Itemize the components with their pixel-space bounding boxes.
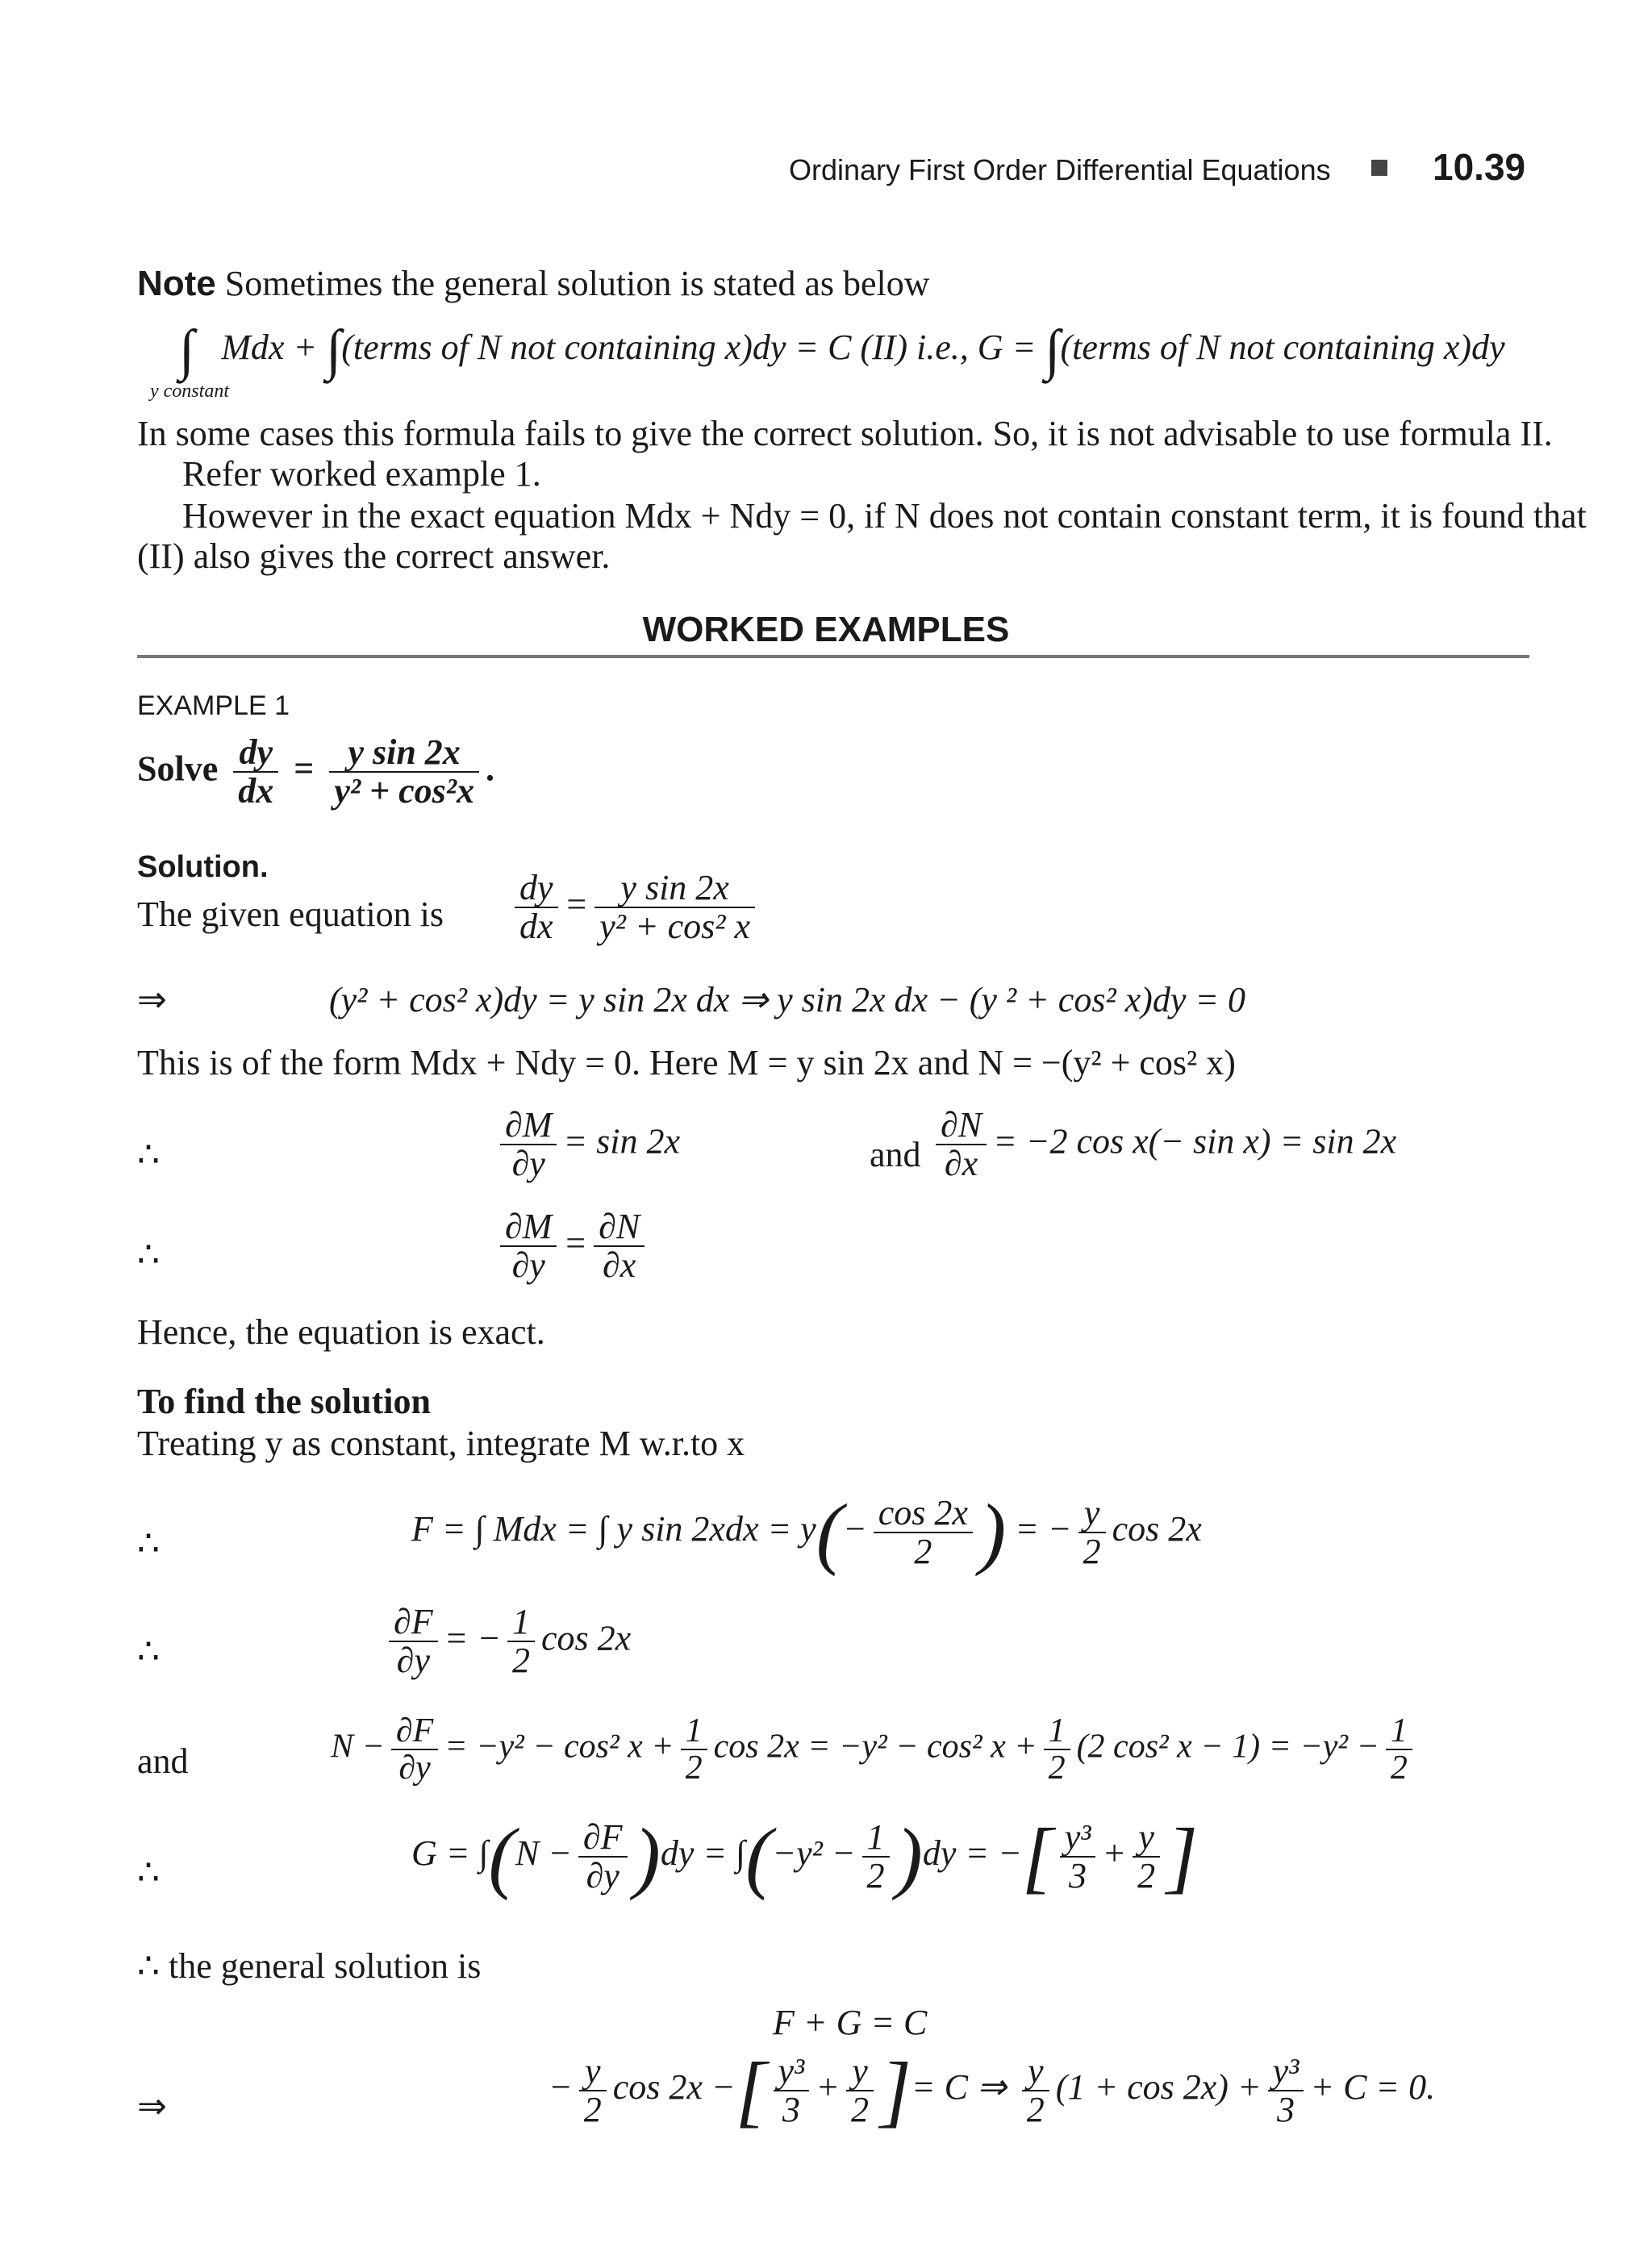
dN-dx: [929, 1107, 1396, 1182]
dy-eq: dy = ∫: [660, 1833, 746, 1874]
frac-num: ∂N: [936, 1107, 987, 1145]
frac-den: 2: [1026, 2090, 1045, 2129]
frac-den: ∂y: [398, 1749, 431, 1787]
implies-symbol: ⇒: [137, 980, 167, 1020]
final-end-1: (1 + cos 2x) +: [1055, 2067, 1262, 2108]
frac-den: ∂x: [603, 1245, 636, 1286]
frac-den: y² + cos² x: [599, 907, 751, 947]
example-equation: Solve $\frac{dy}{dx}$ = $\frac{\text{y sin 2x}}{\text{y² + cos²x}}$ .: [137, 732, 494, 811]
frac-den: ∂y: [511, 1245, 545, 1286]
frac-num: y³: [1060, 1819, 1096, 1858]
frac-num: ∂F: [389, 1603, 438, 1642]
minus-sign: −: [1047, 1509, 1072, 1549]
frac-den: 2: [1137, 1856, 1156, 1895]
frac-den: 2: [866, 1856, 885, 1895]
cos-term: cos 2x: [1112, 1509, 1202, 1549]
frac-num: 1: [681, 1713, 707, 1750]
frac-den: 3: [782, 2090, 800, 2129]
solution-label: Solution.: [137, 850, 269, 884]
minus-sign: −: [549, 2067, 573, 2108]
formula-part-2: (terms of N not containing x)dy = C (II) i.e., G =: [341, 327, 1045, 368]
frac-den: 3: [1069, 1856, 1087, 1895]
exact-condition: $\frac{\partial M}{\partial y}$ = $\frac{\partial N}{\partial x}$: [494, 1208, 651, 1284]
frac-num: ∂M: [500, 1107, 557, 1145]
F-plus-G: F + G = C: [773, 2003, 928, 2042]
solve-word: Solve: [137, 749, 219, 789]
G-equation: G = ∫(N − $\frac{\partial F}{\partial y}$ )dy = ∫(−y² − $\frac{1}{2}$ )dy = −[ $\frac{\text{y³}}{3}$ + $\frac{y}{2}$ ]: [411, 1812, 1199, 1901]
dN-value: = −2 cos x(− sin x) = sin 2x: [993, 1121, 1397, 1161]
frac-num: ∂N: [594, 1208, 645, 1247]
final-equation: − $\frac{y}{2}$ cos 2x −[ $\frac{\text{y³}}{3}$ + $\frac{y}{2}$ ]= C ⇒ $\frac{y}{2}$ (1 + cos 2x) + $\frac{\text{y³}}{3}$ + C = 0.: [549, 2045, 1436, 2135]
dF-dy-equation: [382, 1603, 631, 1679]
and-word: and: [870, 1135, 921, 1174]
frac-den: 2: [1083, 1532, 1101, 1571]
N-minus-equation: [331, 1713, 1419, 1786]
plus: +: [816, 2067, 840, 2108]
frac-den: ∂y: [511, 1144, 545, 1184]
frac-num: y: [1078, 1495, 1106, 1533]
frac-den: 2: [850, 2090, 869, 2129]
header-square-icon: [1371, 160, 1387, 176]
frac-num: y sin 2x: [329, 734, 479, 773]
therefore-symbol: ∴: [137, 1235, 160, 1274]
note-label: Note: [137, 264, 216, 303]
frac-num: dy: [233, 734, 278, 773]
equals-minus: = −: [444, 1618, 502, 1658]
note-para-3: However in the exact equation Mdx + Ndy = 0, if N does not contain constant term, it is found that: [182, 496, 1587, 536]
equals: =: [1015, 1509, 1039, 1549]
frac-den: 2: [583, 2090, 602, 2129]
given-equation: $\frac{dy}{dx}$ = $\frac{\text{y sin 2x}}{\text{y² + cos² x}}$: [508, 869, 761, 945]
frac-num: y: [1133, 1819, 1160, 1858]
find-heading: To find the solution: [137, 1382, 431, 1421]
running-title: Ordinary First Order Differential Equations: [789, 153, 1331, 186]
cos-term: cos 2x: [541, 1618, 632, 1658]
frac-num: y: [579, 2053, 607, 2091]
treat-line: Treating y as constant, integrate M w.r.to x: [137, 1424, 745, 1463]
frac-num: y³: [1268, 2053, 1304, 2091]
minus-sign: −: [711, 2067, 736, 2108]
frac-num: dy: [515, 869, 558, 908]
F-integral: F = ∫ Mdx = ∫ y sin 2xdx = y: [411, 1509, 816, 1549]
and-word: and: [137, 1741, 189, 1781]
minus-sign: −: [843, 1509, 867, 1549]
example-label: EXAMPLE 1: [137, 690, 290, 721]
note-para-4: (II) also gives the correct answer.: [137, 536, 611, 576]
hence-line: Hence, the equation is exact.: [137, 1312, 545, 1352]
frac-num: 1: [862, 1819, 890, 1858]
therefore-symbol: ∴: [137, 1135, 160, 1174]
F-equation: F = ∫ Mdx = ∫ y sin 2xdx = y(− $\frac{\cos 2x}{2}$ ) = − $\frac{y}{2}$ cos 2x: [411, 1487, 1202, 1577]
frac-den: ∂y: [396, 1641, 430, 1681]
frac-num: 1: [1044, 1713, 1070, 1750]
note-para-1: In some cases this formula fails to give the correct solution. So, it is not advisable to use formula II.: [137, 414, 1553, 453]
frac-num: y³: [774, 2053, 810, 2091]
integral-icon: ∫: [179, 319, 195, 382]
therefore-symbol: ∴: [137, 1853, 160, 1892]
given-text: The given equation is: [137, 894, 444, 934]
frac-den: 3: [1277, 2090, 1295, 2129]
frac-den: dx: [519, 907, 553, 947]
section-rule: [137, 655, 1529, 658]
section-title: WORKED EXAMPLES: [642, 610, 1010, 649]
note-line: [137, 263, 930, 304]
frac-num: ∂F: [578, 1819, 628, 1858]
formula-part-1: Mdx +: [221, 327, 327, 368]
frac-den: 2: [914, 1532, 932, 1571]
frac-den: dx: [238, 771, 274, 811]
integral-icon: ∫: [326, 319, 342, 382]
neg-y2: −y² −: [772, 1833, 856, 1874]
cos-term: cos 2x: [612, 2067, 703, 2108]
integral-icon: ∫: [1045, 319, 1061, 382]
frac-num: y: [846, 2053, 874, 2091]
plus: +: [1102, 1833, 1127, 1874]
therefore-symbol: ∴: [137, 1632, 160, 1671]
dM-dy: [494, 1107, 680, 1182]
N-end: (2 cos² x − 1) = −y² −: [1076, 1728, 1379, 1766]
frac-num: y: [1022, 2053, 1049, 2091]
note-text: Sometimes the general solution is stated as below: [224, 264, 930, 303]
frac-den: ∂y: [586, 1856, 620, 1895]
N-mid: = −y² − cos² x +: [444, 1728, 674, 1766]
equation-line-1: (y² + cos² x)dy = y sin 2x dx ⇒ y sin 2x dx − (y ² + cos² x)dy = 0: [329, 980, 1246, 1020]
frac-num: ∂M: [500, 1208, 557, 1247]
frac-num: y sin 2x: [594, 869, 755, 908]
frac-den: ∂x: [944, 1144, 978, 1184]
frac-den: y² + cos²x: [334, 771, 474, 811]
form-line: This is of the form Mdx + Ndy = 0. Here M = y sin 2x and N = −(y² + cos² x): [137, 1043, 1236, 1082]
note-formula: [179, 319, 1505, 382]
formula-part-3: (terms of N not containing x)dy: [1060, 327, 1505, 368]
general-line: ∴ the general solution is: [137, 1946, 482, 1986]
frac-num: cos 2x: [874, 1495, 973, 1533]
therefore-symbol: ∴: [137, 1524, 160, 1563]
frac-den: 2: [1390, 1749, 1408, 1787]
frac-den: 2: [685, 1749, 703, 1787]
page-number: 10.39: [1433, 146, 1526, 188]
G-integral: G = ∫: [411, 1833, 489, 1874]
N-term: N −: [515, 1833, 572, 1874]
dM-value: = sin 2x: [563, 1121, 680, 1161]
frac-num: ∂F: [391, 1713, 438, 1750]
N-mid-2: cos 2x = −y² − cos² x +: [713, 1728, 1037, 1766]
note-para-2: Refer worked example 1.: [182, 454, 541, 494]
frac-num: 1: [507, 1603, 535, 1642]
integral-subscript: y constant: [150, 381, 229, 402]
implies-symbol: ⇒: [137, 2087, 167, 2126]
frac-num: 1: [1386, 1713, 1412, 1750]
final-mid: = C ⇒: [911, 2067, 1007, 2108]
final-end-2: + C = 0.: [1310, 2067, 1436, 2108]
frac-den: 2: [1048, 1749, 1066, 1787]
frac-den: 2: [512, 1641, 531, 1681]
dy-eq-2: dy = −: [922, 1833, 1022, 1874]
N-term: N −: [331, 1728, 385, 1766]
